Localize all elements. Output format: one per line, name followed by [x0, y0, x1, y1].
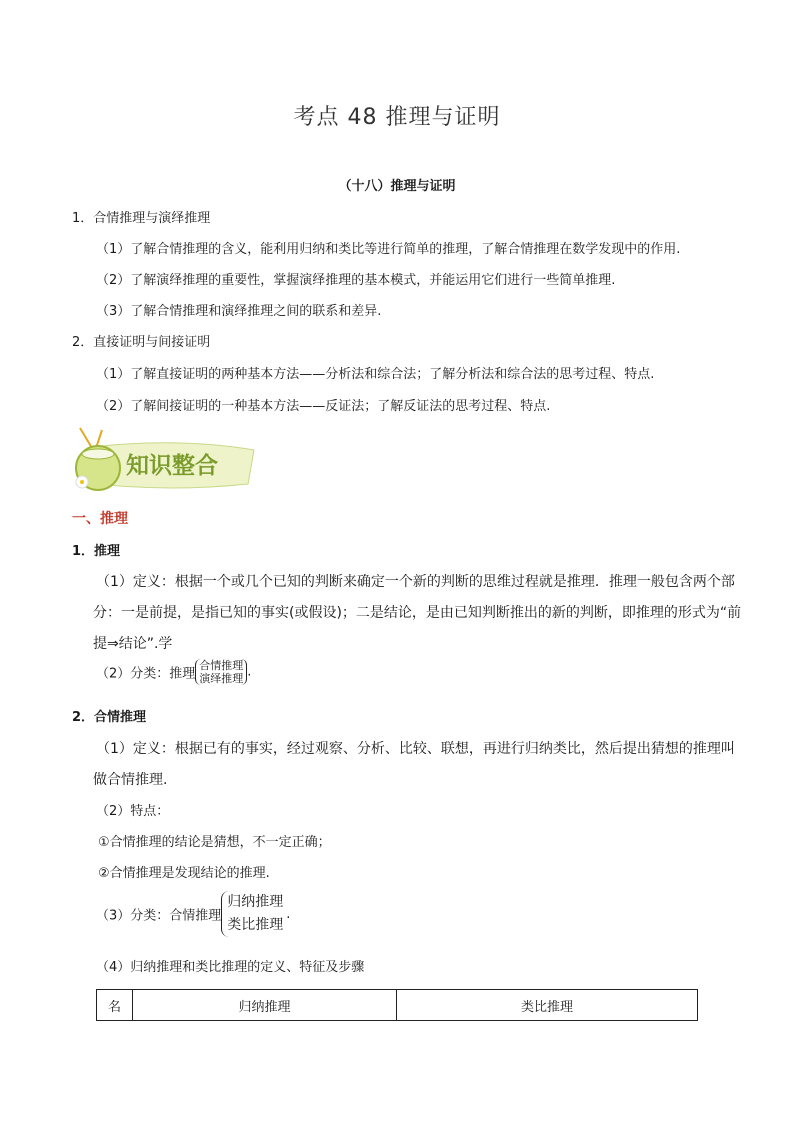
paragraph-line: ①合情推理的结论是猜想，不一定正确； [98, 835, 331, 850]
section-heading: 一、推理 [72, 511, 128, 527]
classification-row [96, 659, 251, 685]
table-row [97, 990, 698, 1021]
straw-icon [80, 428, 92, 448]
class-option: 演绎推理 [199, 672, 244, 685]
req-item: （3）了解合情推理和演绎推理之间的联系和差异. [96, 304, 382, 319]
class-option: 合情推理 [199, 659, 244, 672]
paragraph-line: （1）定义：根据一个或几个已知的判断来确定一个新的判断的思维过程就是推理．推理一般包含两个部 [96, 574, 735, 590]
classification-label: （2）分类：推理 [96, 666, 196, 682]
classification-label: （3）分类：合情推理 [96, 908, 222, 924]
period: . [247, 664, 252, 680]
page-title: 考点 48 推理与证明 [293, 105, 501, 130]
paragraph-line: 做合情推理. [93, 772, 168, 788]
paragraph-line: 提⇒结论”.学 [93, 636, 173, 652]
subsection-heading: 2．合情推理 [72, 710, 147, 725]
class-option: 归纳推理 [227, 894, 284, 910]
table-caption: （4）归纳推理和类比推理的定义、特征及步骤 [96, 960, 365, 975]
brace-group [221, 891, 283, 937]
req-item: （1）了解合情推理的含义，能利用归纳和类比等进行简单的推理，了解合情推理在数学发现中的作用. [96, 242, 681, 257]
brace-group [195, 659, 247, 685]
comparison-table [96, 989, 698, 1021]
req-item: （1）了解直接证明的两种基本方法——分析法和综合法；了解分析法和综合法的思考过程、特点. [96, 367, 655, 382]
req-heading-2: 2．直接证明与间接证明 [72, 335, 211, 350]
section-subtitle: （十八）推理与证明 [338, 179, 456, 194]
banner-label: 知识整合 [126, 452, 218, 479]
table-header-cell: 归纳推理 [133, 990, 397, 1021]
paragraph-line: 分：一是前提，是指已知的事实(或假设)；二是结论，是由已知判断推出的新的判断，即推理的形式为“前 [93, 605, 742, 621]
paragraph-line: ②合情推理是发现结论的推理. [98, 866, 270, 881]
paragraph-line: （2）特点： [96, 804, 170, 819]
subsection-heading: 1．推理 [72, 544, 121, 559]
paragraph-line: （1）定义：根据已有的事实，经过观察、分析、比较、联想，再进行归纳类比，然后提出猜想的推理叫 [96, 741, 735, 757]
table-header-cell: 名 [97, 990, 133, 1021]
knowledge-banner [62, 424, 258, 496]
period: . [286, 906, 291, 922]
class-option: 类比推理 [227, 917, 284, 933]
table-header-cell: 类比推理 [397, 990, 698, 1021]
req-heading-1: 1．合情推理与演绎推理 [72, 211, 211, 226]
req-item: （2）了解演绎推理的重要性，掌握演绎推理的基本模式，并能运用它们进行一些简单推理. [96, 273, 616, 288]
req-item: （2）了解间接证明的一种基本方法——反证法；了解反证法的思考过程、特点. [96, 399, 551, 414]
classification-row [96, 891, 290, 937]
